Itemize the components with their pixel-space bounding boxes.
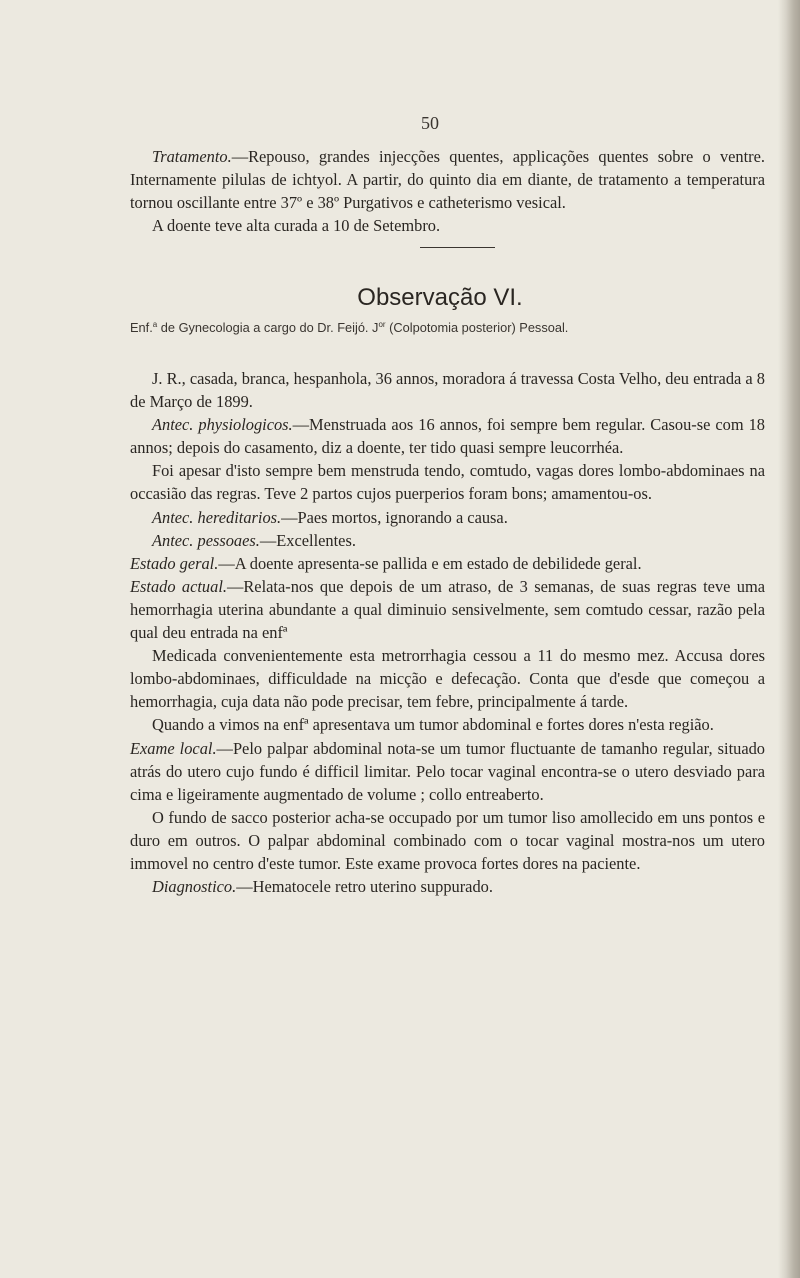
paragraph-estado-geral: [130, 552, 765, 575]
paragraph-text: —Repouso, grandes injecções quentes, applicações quentes sobre o ventre. Internamente pilulas de ichtyol. A partir, do quinto dia em diante, de tratamento a temperatura tornou oscillante entre 37º e 38º Purgativos e catheterismo vesical.: [130, 147, 765, 213]
paragraph-tumor: [130, 713, 765, 736]
paragraph-exame-local: [130, 737, 765, 806]
paragraph-antec-hereditarios: [130, 506, 765, 529]
paragraph-text: Medicada convenientemente esta metrorrhagia cessou a 11 do mesmo mez. Accusa dores lombo-abdominaes, difficuldade na micção e defecação. Conta que d'esde que começou a hemorrhagia, cuja data não pode precisar, tem febre, principalmente á tarde.: [130, 646, 765, 712]
paragraph-text: Foi apesar d'isto sempre bem menstruda tendo, comtudo, vagas dores lombo-abdominaes na occasião das regras. Teve 2 partos cujos puerperios foram bons; amamentou-os.: [130, 461, 765, 504]
observation-title: Observação VI.: [357, 284, 523, 311]
jor-sup: or: [378, 320, 386, 329]
paragraph-text: —A doente apresenta-se pallida e em estado de debilidede geral.: [218, 553, 642, 573]
paragraph-label: Antec. pessoaes.: [152, 530, 260, 550]
paragraph-label: Diagnostico.: [152, 877, 237, 897]
paragraph-text: —Hematocele retro uterino suppurado.: [236, 877, 493, 897]
paragraph-tratamento: [130, 145, 765, 214]
paragraph-label: Tratamento.: [152, 147, 232, 166]
paragraph-medicada: [130, 644, 765, 713]
paragraph-text: —Excellentes.: [259, 530, 356, 550]
paragraph-antec-physiologicos: [130, 413, 765, 459]
paragraph-diagnostico: [130, 875, 765, 898]
paragraph-text: —Menstruada aos 16 annos, foi sempre bem regular. Casou-se com 18 annos; depois do casamento, diz a doente, ter tido quasi sempre leucorrhéa.: [130, 415, 765, 458]
page-number: 50: [421, 113, 439, 133]
section-divider: [420, 247, 495, 248]
paragraph-estado-actual: [130, 575, 765, 644]
paragraph-fundo-sacco: [130, 806, 765, 875]
paragraph-text: O fundo de sacco posterior acha-se occupado por um tumor liso amollecido em uns pontos e duro em outros. O palpar abdominal combinado com o tocar vaginal mostra-nos um utero immovel no centro d'este tumor. Este exame provoca fortes dores na paciente.: [130, 807, 765, 873]
paragraph-label: Antec. physiologicos.: [152, 415, 293, 435]
paragraph-text: A doente teve alta curada a 10 de Setembro.: [152, 216, 441, 236]
paragraph-patient: [130, 367, 765, 413]
paragraph-text: J. R., casada, branca, hespanhola, 36 annos, moradora á travessa Costa Velho, deu entrada a 8 de Março de 1899.: [130, 369, 765, 412]
observation-body: [130, 367, 765, 898]
paragraph-label: Exame local.: [130, 738, 217, 758]
paragraph-text: —Paes mortos, ignorando a causa.: [281, 507, 508, 527]
previous-section-text: [130, 145, 765, 237]
ward-sup: a: [152, 320, 158, 329]
paragraph-menstruation: [130, 459, 765, 505]
paragraph-antec-pessoaes: [130, 529, 765, 552]
ward-rest: de Gynecologia a cargo do Dr. Feijó. J: [157, 320, 379, 335]
paragraph-alta: [130, 214, 765, 237]
page-edge-shadow: [778, 0, 800, 1278]
paragraph-label: Estado geral.: [130, 553, 219, 573]
paragraph-text: —Pelo palpar abdominal nota-se um tumor fluctuante de tamanho regular, situado atrás do utero cujo fundo é difficil limitar. Pelo tocar vaginal encontra-se o utero desviado para cima e ligeiramente augmentado de volume ; collo entreaberto.: [130, 738, 765, 804]
paragraph-label: Antec. hereditarios.: [152, 507, 282, 527]
paragraph-text: —Relata-nos que depois de um atraso, de 3 semanas, de suas regras teve uma hemorrhagia uterina abundante a qual diminuio sensivelmente, sem comtudo cessar, razão pela qual deu entrada na enfª: [130, 576, 766, 643]
procedure-text: (Colpotomia posterior) Pessoal.: [385, 320, 569, 335]
paragraph-label: Estado actual.: [130, 576, 227, 596]
ward-prefix: Enf.: [130, 320, 153, 335]
paragraph-text: Quando a vimos na enfª apresentava um tumor abdominal e fortes dores n'esta região.: [152, 715, 714, 735]
observation-header-line: [130, 320, 765, 335]
